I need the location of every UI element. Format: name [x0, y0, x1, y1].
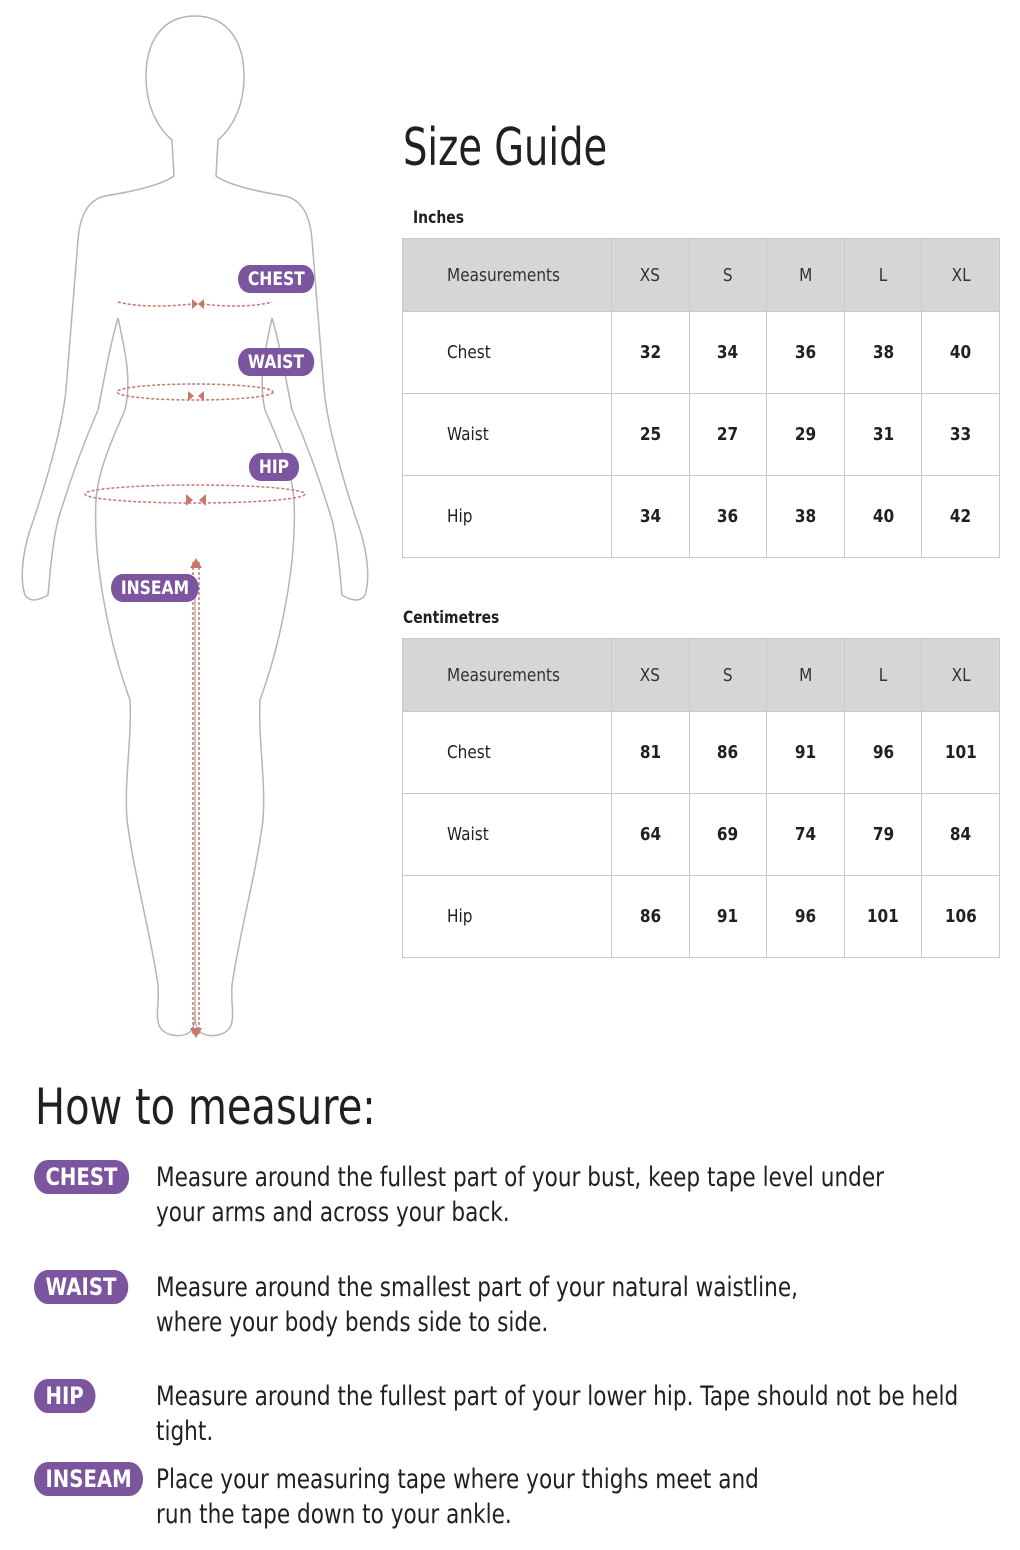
table-cell: 101 [922, 712, 1000, 794]
table-cell: 36 [767, 312, 845, 394]
table-row [403, 876, 1000, 958]
column-header: S [689, 639, 767, 712]
table-cell: 69 [689, 794, 767, 876]
column-header: XL [922, 639, 1000, 712]
table-cell: 74 [767, 794, 845, 876]
table-cell: 79 [844, 794, 922, 876]
row-label: Chest [403, 312, 612, 394]
centimetres-unit-label: Centimetres [403, 608, 500, 628]
hip-instruction-badge: HIP [34, 1379, 95, 1413]
instruction-line: Measure around the fullest part of your lower hip. Tape should not be held tight. [156, 1381, 959, 1447]
table-cell: 86 [689, 712, 767, 794]
table-cell: 38 [767, 476, 845, 558]
column-header: S [689, 239, 767, 312]
table-cell: 86 [612, 876, 690, 958]
chest-instruction-badge: CHEST [34, 1160, 129, 1194]
column-header: L [844, 639, 922, 712]
body-figure [0, 0, 400, 1050]
column-header: XS [612, 239, 690, 312]
inches-unit-label: Inches [413, 208, 465, 228]
table-cell: 96 [844, 712, 922, 794]
table-cell: 40 [922, 312, 1000, 394]
table-cell: 33 [922, 394, 1000, 476]
inches-size-table [402, 238, 1000, 558]
hip-label-badge: HIP [249, 453, 299, 481]
table-cell: 81 [612, 712, 690, 794]
instruction-line: where your body bends side to side. [156, 1307, 549, 1338]
table-row [403, 794, 1000, 876]
column-header: M [767, 639, 845, 712]
table-row [403, 394, 1000, 476]
table-cell: 96 [767, 876, 845, 958]
how-to-measure-heading: How to measure: [35, 1078, 376, 1136]
column-header: XL [922, 239, 1000, 312]
inseam-instruction-text [156, 1462, 988, 1532]
table-row [403, 712, 1000, 794]
table-cell: 34 [612, 476, 690, 558]
table-cell: 64 [612, 794, 690, 876]
column-header: Measurements [403, 239, 612, 312]
table-cell: 106 [922, 876, 1000, 958]
table-cell: 36 [689, 476, 767, 558]
table-cell: 91 [689, 876, 767, 958]
table-cell: 31 [844, 394, 922, 476]
table-header-row [403, 639, 1000, 712]
table-cell: 40 [844, 476, 922, 558]
table-cell: 27 [689, 394, 767, 476]
table-cell: 91 [767, 712, 845, 794]
table-cell: 29 [767, 394, 845, 476]
row-label: Hip [403, 876, 612, 958]
waist-instruction-text [156, 1270, 988, 1340]
table-cell: 101 [844, 876, 922, 958]
table-cell: 42 [922, 476, 1000, 558]
table-cell: 34 [689, 312, 767, 394]
instruction-line: Measure around the fullest part of your bust, keep tape level under [156, 1162, 885, 1193]
instruction-line: your arms and across your back. [156, 1197, 510, 1228]
table-cell: 25 [612, 394, 690, 476]
row-label: Waist [403, 794, 612, 876]
table-row [403, 476, 1000, 558]
page-title: Size Guide [403, 118, 608, 178]
column-header: Measurements [403, 639, 612, 712]
chest-label-badge: CHEST [238, 265, 315, 293]
instruction-line: run the tape down to your ankle. [156, 1499, 512, 1530]
inseam-label-badge: INSEAM [111, 574, 199, 602]
table-cell: 32 [612, 312, 690, 394]
hip-instruction-text [156, 1379, 988, 1449]
centimetres-size-table [402, 638, 1000, 958]
column-header: M [767, 239, 845, 312]
waist-label-badge: WAIST [238, 348, 314, 376]
chest-instruction-text [156, 1160, 988, 1230]
body-outline [22, 16, 367, 1036]
waist-instruction-badge: WAIST [34, 1270, 128, 1304]
table-cell: 84 [922, 794, 1000, 876]
column-header: L [844, 239, 922, 312]
row-label: Waist [403, 394, 612, 476]
measure-arrows [186, 299, 206, 1038]
row-label: Hip [403, 476, 612, 558]
table-row [403, 312, 1000, 394]
inseam-instruction-badge: INSEAM [34, 1462, 143, 1496]
instruction-line: Measure around the smallest part of your natural waistline, [156, 1272, 799, 1303]
table-header-row [403, 239, 1000, 312]
column-header: XS [612, 639, 690, 712]
instruction-line: Place your measuring tape where your thighs meet and [156, 1464, 759, 1495]
row-label: Chest [403, 712, 612, 794]
table-cell: 38 [844, 312, 922, 394]
